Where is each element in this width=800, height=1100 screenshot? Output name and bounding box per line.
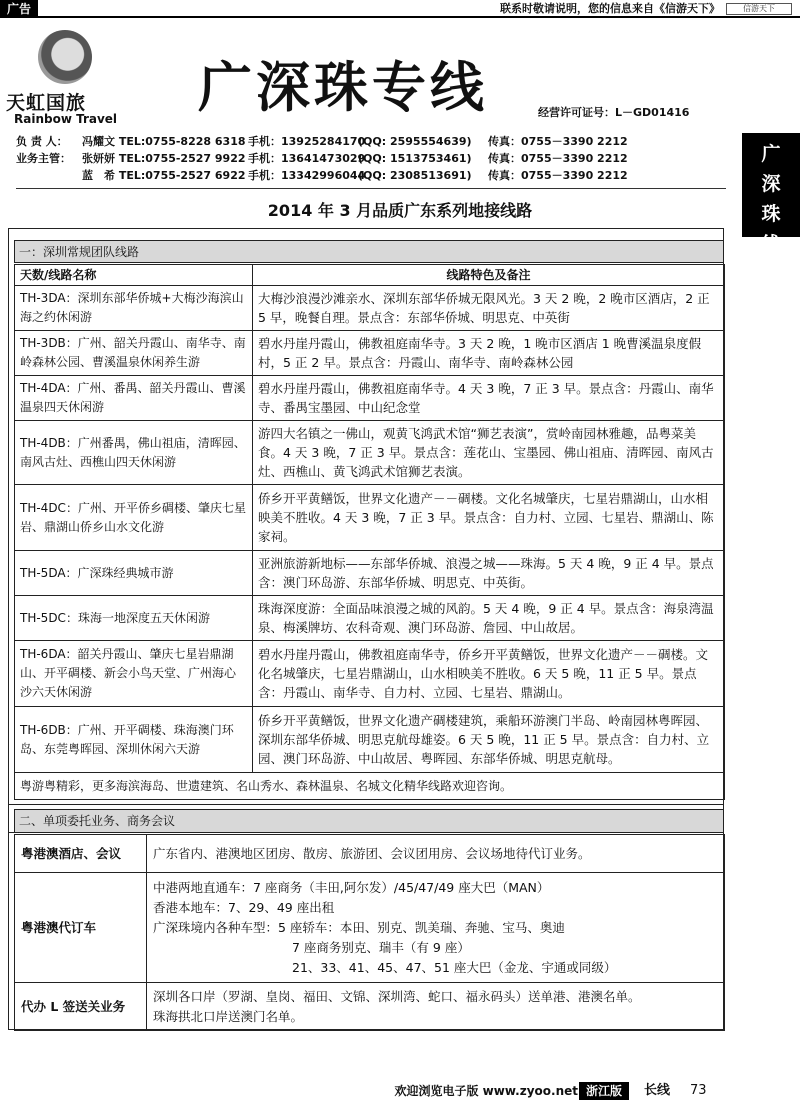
page-title: 广深珠专线 (198, 56, 488, 119)
contact-name-tel: 冯耀文 TEL:0755-8228 6318 (82, 135, 246, 148)
route-description: 侨乡开平黄鳝饭，世界文化遗产碉楼建筑，乘船环游澳门半岛、岭南园林粤晖园、深圳东部华侨城、明思克航母雄姿。6 天 5 晚，11 正 5 早。景点含：自力村、立园、澳门环岛游、中山故居、粤晖园、东部华侨城、明思克航母。 (253, 707, 725, 773)
routes-footnote: 粤游粤精彩，更多海滨海岛、世遗建筑、名山秀水、森林温泉、名城文化精华线路欢迎咨询。 (15, 773, 725, 800)
contact-row (16, 150, 716, 167)
table-row (15, 376, 725, 421)
service-label: 粤港澳酒店、会议 (15, 835, 147, 873)
divider (16, 188, 726, 189)
table-header-row (15, 265, 725, 286)
table-row (15, 641, 725, 707)
contact-fax: 传真：0755－3390 2212 (488, 169, 628, 182)
contact-fax: 传真：0755－3390 2212 (488, 135, 628, 148)
section1-title: 一：深圳常规团队线路 (14, 240, 724, 263)
column-header: 天数/线路名称 (15, 265, 253, 286)
side-tab-char: 线 (761, 233, 781, 255)
visa-service-line: 珠海拱北口岸送澳门名单。 (153, 1008, 304, 1024)
route-name: TH-4DB：广州番禺，佛山祖庙，清晖园、南风古灶、西樵山四天休闲游 (15, 421, 253, 485)
route-name: TH-5DC：珠海一地深度五天休闲游 (15, 596, 253, 641)
ad-tag: 广告 (0, 0, 38, 18)
contact-mobile: 手机：13342996044 (248, 169, 366, 182)
visa-service-line: 深圳各口岸（罗湖、皇岗、福田、文锦、深圳湾、蛇口、福永码头）送单港、港澳名单。 (153, 988, 641, 1004)
car-service-line: 香港本地车：7、29、49 座出租 (153, 899, 335, 915)
table-row (15, 485, 725, 551)
side-tab-char: 深 (761, 173, 781, 195)
service-label: 粤港澳代订车 (15, 873, 147, 983)
route-description: 游四大名镇之一佛山，观黄飞鸿武术馆“狮艺表演”，赏岭南园林雅趣，品粤菜美食。4 天 3 晚，7 正 3 早。景点含：莲花山、宝墨园、佛山祖庙、清晖园、南风古灶、西樵山、黄飞鸿武术馆狮艺表演。 (253, 421, 725, 485)
route-description: 亚洲旅游新地标——东部华侨城、浪漫之城——珠海。5 天 4 晚，9 正 4 早。景点含：澳门环岛游、东部华侨城、明思克、中英街。 (253, 551, 725, 596)
route-description: 侨乡开平黄鳝饭，世界文化遗产－－碉楼。文化名城肇庆，七星岩鼎湖山，山水相映美不胜收。4 天 3 晚，7 正 3 早。景点含：自力村、立园、七星岩、鼎湖山、陈家祠。 (253, 485, 725, 551)
top-notice: 联系时敬请说明，您的信息来自《信游天下》 (500, 2, 720, 15)
route-name: TH-4DC：广州、开平侨乡碉楼、肇庆七星岩、鼎湖山侨乡山水文化游 (15, 485, 253, 551)
table-row (15, 983, 725, 1031)
table-row (15, 596, 725, 641)
table-footnote-row (15, 773, 725, 800)
contact-qq: (QQ: 1513753461) (358, 152, 472, 165)
car-service-line: 广深珠境内各种车型：5 座轿车：本田、别克、凯美瑞、奔驰、宝马、奥迪 (153, 919, 565, 935)
publication-logo: 信游天下 (726, 3, 792, 15)
route-description: 碧水丹崖丹霞山，佛教祖庭南华寺。3 天 2 晚，1 晚市区酒店 1 晚曹溪温泉度假村，5 正 2 早。景点含：丹霞山、南华寺、南岭森林公园 (253, 331, 725, 376)
contact-list (16, 133, 716, 184)
side-category-tab (742, 133, 800, 255)
route-description: 大梅沙浪漫沙滩亲水、深圳东部华侨城无限风光。3 天 2 晚，2 晚市区酒店，2 正 5 早，晚餐自理。景点含：东部华侨城、明思克、中英街 (253, 286, 725, 331)
route-description: 碧水丹崖丹霞山，佛教祖庭南华寺。4 天 3 晚，7 正 3 早。景点含：丹霞山、南华寺、番禺宝墨园、中山纪念堂 (253, 376, 725, 421)
route-name: TH-4DA：广州、番禺、韶关丹霞山、曹溪温泉四天休闲游 (15, 376, 253, 421)
footer-promo: 欢迎浏览电子版 www.zyoo.net (394, 1084, 578, 1098)
contact-qq: (QQ: 2308513691) (358, 169, 472, 182)
table-row (15, 286, 725, 331)
contact-mobile: 手机：13641473029 (248, 152, 366, 165)
car-service-line: 7 座商务别克、瑞丰（有 9 座） (292, 939, 470, 955)
license-number: 经营许可证号：L－GD01416 (538, 106, 690, 119)
route-name: TH-6DB：广州、开平碉楼、珠海澳门环岛、东莞粤晖园、深圳休闲六天游 (15, 707, 253, 773)
company-name-en: Rainbow Travel (14, 112, 118, 126)
route-name: TH-6DA：韶关丹霞山、肇庆七星岩鼎湖山、开平碉楼、新会小鸟天堂、广州海心沙六天休闲游 (15, 641, 253, 707)
car-service-line: 21、33、41、45、47、51 座大巴（金龙、宇通或同级） (292, 959, 617, 975)
services-table (14, 834, 725, 1031)
side-tab-char: 广 (761, 143, 781, 165)
contact-name-tel: 蓝 希 TEL:0755-2527 6922 (82, 169, 246, 182)
edition-tag: 浙江版 (579, 1082, 629, 1100)
contact-fax: 传真：0755－3390 2212 (488, 152, 628, 165)
table-row (15, 331, 725, 376)
contact-name-tel: 张妍妍 TEL:0755-2527 9922 (82, 152, 246, 165)
side-tab-char: 珠 (761, 203, 781, 225)
section2-title: 二、单项委托业务、商务会议 (14, 809, 724, 833)
table-row (15, 835, 725, 873)
table-row (15, 421, 725, 485)
routes-table (14, 264, 725, 800)
table-row (15, 873, 725, 983)
service-detail (147, 983, 725, 1031)
contact-row (16, 133, 716, 150)
car-service-line: 中港两地直通车：7 座商务（丰田,阿尔发）/45/47/49 座大巴（MAN） (153, 879, 550, 895)
service-label: 代办 L 签送关业务 (15, 983, 147, 1031)
contact-role: 业务主管： (16, 152, 71, 165)
contact-role: 负 责 人： (16, 135, 68, 148)
footer-bar (0, 1082, 800, 1100)
contact-mobile: 手机：13925284170 (248, 135, 366, 148)
page-number: 73 (690, 1083, 707, 1098)
route-description: 碧水丹崖丹霞山，佛教祖庭南华寺，侨乡开平黄鳝饭，世界文化遗产－－碉楼。文化名城肇庆，七星岩鼎湖山，山水相映美不胜收。6 天 5 晚，11 正 5 早。景点含：丹霞山、南华寺、自力村、立园、七星岩、鼎湖山。 (253, 641, 725, 707)
series-label: 长线 (644, 1083, 671, 1098)
section-heading: 2014 年 3 月品质广东系列地接线路 (267, 201, 533, 220)
table-row (15, 551, 725, 596)
company-logo (6, 28, 126, 128)
service-detail: 广东省内、港澳地区团房、散房、旅游团、会议团用房、会议场地待代订业务。 (147, 835, 725, 873)
top-bar (0, 0, 800, 18)
route-name: TH-3DA：深圳东部华侨城+大梅沙海滨山海之约休闲游 (15, 286, 253, 331)
route-description: 珠海深度游：全面品味浪漫之城的风韵。5 天 4 晚，9 正 4 早。景点含：海泉湾温泉、梅溪牌坊、农科奇观、澳门环岛游、詹园、中山故居。 (253, 596, 725, 641)
rainbow-logo-icon (38, 30, 92, 84)
route-name: TH-5DA：广深珠经典城市游 (15, 551, 253, 596)
column-header: 线路特色及备注 (253, 265, 725, 286)
company-name-cn: 天虹国旅 (6, 92, 87, 114)
service-detail (147, 873, 725, 983)
contact-row (16, 167, 716, 184)
table-row (15, 707, 725, 773)
route-name: TH-3DB：广州、韶关丹霞山、南华寺、南岭森林公园、曹溪温泉休闲养生游 (15, 331, 253, 376)
contact-qq: (QQ: 2595554639) (358, 135, 472, 148)
